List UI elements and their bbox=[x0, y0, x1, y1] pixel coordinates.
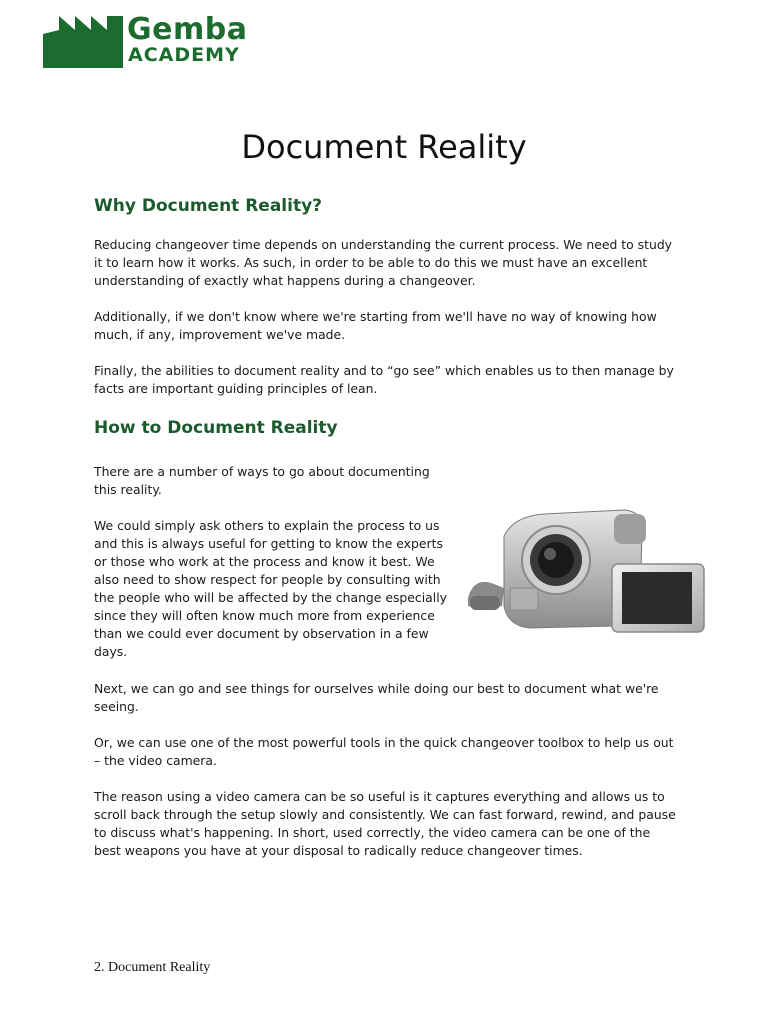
page-footer: 2. Document Reality bbox=[94, 960, 211, 975]
paragraph: Reducing changeover time depends on understanding the current process. We need to study it to learn how it works. As such, in order to be able to do this we must have an excellent understanding of exactly what happens during a changeover. bbox=[94, 237, 673, 288]
paragraph: There are a number of ways to go about documenting this reality. bbox=[94, 464, 430, 497]
page-title: Document Reality bbox=[241, 128, 527, 166]
paragraph: The reason using a video camera can be so useful is it captures everything and allows us to scroll back through the setup slowly and consistently. We can fast forward, rewind, and pause to discuss what's happening. In short, used correctly, the video camera can be one of the best weapons you have at your disposal to radically reduce changeover times. bbox=[94, 789, 676, 858]
video-camera-image bbox=[464, 506, 708, 636]
section-heading-why: Why Document Reality? bbox=[94, 196, 323, 216]
factory-icon bbox=[43, 16, 123, 68]
section-heading-how: How to Document Reality bbox=[94, 418, 338, 438]
paragraph: Finally, the abilities to document reality and to “go see” which enables us to then manage by facts are important guiding principles of lean. bbox=[94, 363, 674, 396]
logo-line2: ACADEMY bbox=[128, 44, 240, 66]
gemba-academy-logo bbox=[43, 14, 273, 70]
logo-line1: Gemba bbox=[127, 12, 248, 47]
video-camera-icon bbox=[464, 506, 708, 636]
paragraph: We could simply ask others to explain the process to us and this is always useful for getting to know the experts or those who work at the process and know it best. We also need to show respect for people by consulting with the people who will be affected by the change especially since they will often know much more from experience than we could ever document by observation in a few days. bbox=[94, 518, 447, 659]
paragraph: Additionally, if we don't know where we're starting from we'll have no way of knowing how much, if any, improvement we've made. bbox=[94, 309, 657, 342]
paragraph: Or, we can use one of the most powerful tools in the quick changeover toolbox to help us out – the video camera. bbox=[94, 735, 674, 768]
paragraph: Next, we can go and see things for ourselves while doing our best to document what we're seeing. bbox=[94, 681, 659, 714]
